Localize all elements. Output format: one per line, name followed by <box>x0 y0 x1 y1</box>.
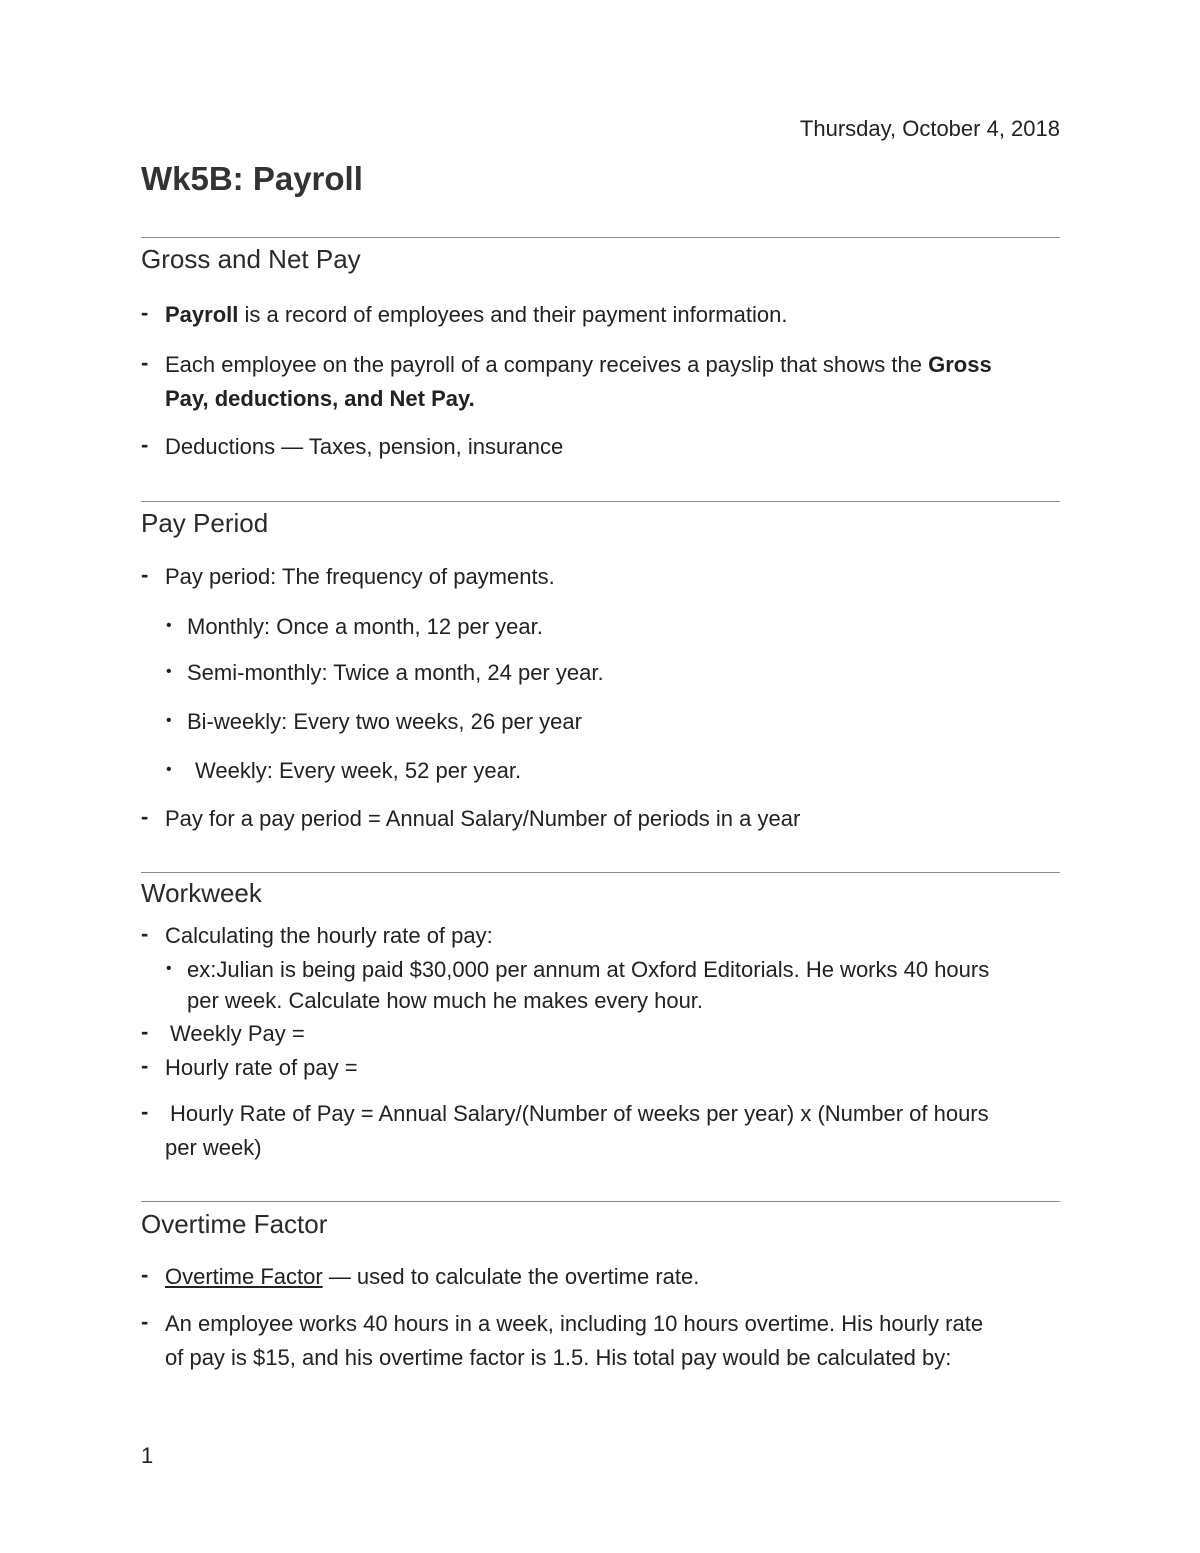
dot-bullet: • <box>166 960 172 977</box>
section-divider <box>141 237 1060 238</box>
dash-bullet: - <box>141 921 149 946</box>
subbullet-example-line2: per week. Calculate how much he makes every hour. <box>187 988 704 1013</box>
bullet-payroll-definition <box>165 302 787 328</box>
bullet-text: is a record of employees and their payment information. <box>238 302 788 327</box>
section-heading-gross-net-pay: Gross and Net Pay <box>141 244 361 274</box>
dot-bullet: • <box>166 761 172 778</box>
page-date: Thursday, October 4, 2018 <box>799 116 1060 141</box>
subbullet-example-line1: ex:Julian is being paid $30,000 per annum at Oxford Editorials. He works 40 hours <box>187 957 990 982</box>
dash-bullet: - <box>141 562 149 587</box>
subbullet-bi-weekly: Bi-weekly: Every two weeks, 26 per year <box>187 709 582 734</box>
dash-bullet: - <box>141 1019 149 1044</box>
bullet-text: Each employee on the payroll of a company receives a payslip that shows the <box>165 352 929 377</box>
dash-bullet: - <box>141 1309 149 1334</box>
section-divider <box>141 872 1060 873</box>
page-title: Wk5B: Payroll <box>141 160 363 197</box>
subbullet-weekly: Weekly: Every week, 52 per year. <box>195 758 522 783</box>
bullet-hourly-formula-line1: Hourly Rate of Pay = Annual Salary/(Number of weeks per year) x (Number of hours <box>170 1101 989 1126</box>
dash-bullet: - <box>141 1262 149 1287</box>
bullet-overtime-example-line1: An employee works 40 hours in a week, including 10 hours overtime. His hourly rate <box>165 1311 984 1336</box>
dot-bullet: • <box>166 617 172 634</box>
bullet-hourly-rate: Hourly rate of pay = <box>165 1055 358 1080</box>
page-number: 1 <box>141 1443 154 1468</box>
term-pay-deductions-net-pay: Pay, deductions, and Net Pay. <box>165 386 475 411</box>
section-heading-overtime-factor: Overtime Factor <box>141 1209 328 1239</box>
dot-bullet: • <box>166 663 172 680</box>
dot-bullet: • <box>166 712 172 729</box>
bullet-text: — used to calculate the overtime rate. <box>322 1264 700 1289</box>
subbullet-semi-monthly: Semi-monthly: Twice a month, 24 per year. <box>187 660 604 685</box>
term-gross: Gross <box>928 352 992 377</box>
bullet-overtime-factor-definition <box>165 1264 699 1290</box>
term-payroll: Payroll <box>165 302 239 327</box>
bullet-pay-formula: Pay for a pay period = Annual Salary/Number of periods in a year <box>165 806 801 831</box>
term-overtime-factor: Overtime Factor <box>165 1264 323 1289</box>
bullet-pay-period-definition: Pay period: The frequency of payments. <box>165 564 555 589</box>
section-heading-workweek: Workweek <box>141 878 262 908</box>
dash-bullet: - <box>141 1099 149 1124</box>
section-heading-pay-period: Pay Period <box>141 508 269 538</box>
bullet-hourly-formula-line2: per week) <box>165 1135 262 1160</box>
section-divider <box>141 1201 1060 1202</box>
dash-bullet: - <box>141 804 149 829</box>
section-divider <box>141 501 1060 502</box>
bullet-deductions: Deductions — Taxes, pension, insurance <box>165 434 564 459</box>
bullet-hourly-rate-intro: Calculating the hourly rate of pay: <box>165 923 493 948</box>
subbullet-monthly: Monthly: Once a month, 12 per year. <box>187 614 543 639</box>
dash-bullet: - <box>141 1053 149 1078</box>
bullet-payslip-line2 <box>165 386 475 412</box>
dash-bullet: - <box>141 300 149 325</box>
bullet-payslip-line1 <box>165 352 992 378</box>
bullet-weekly-pay: Weekly Pay = <box>170 1021 305 1046</box>
dash-bullet: - <box>141 432 149 457</box>
bullet-overtime-example-line2: of pay is $15, and his overtime factor is 1.5. His total pay would be calculated by: <box>165 1345 952 1370</box>
dash-bullet: - <box>141 350 149 375</box>
